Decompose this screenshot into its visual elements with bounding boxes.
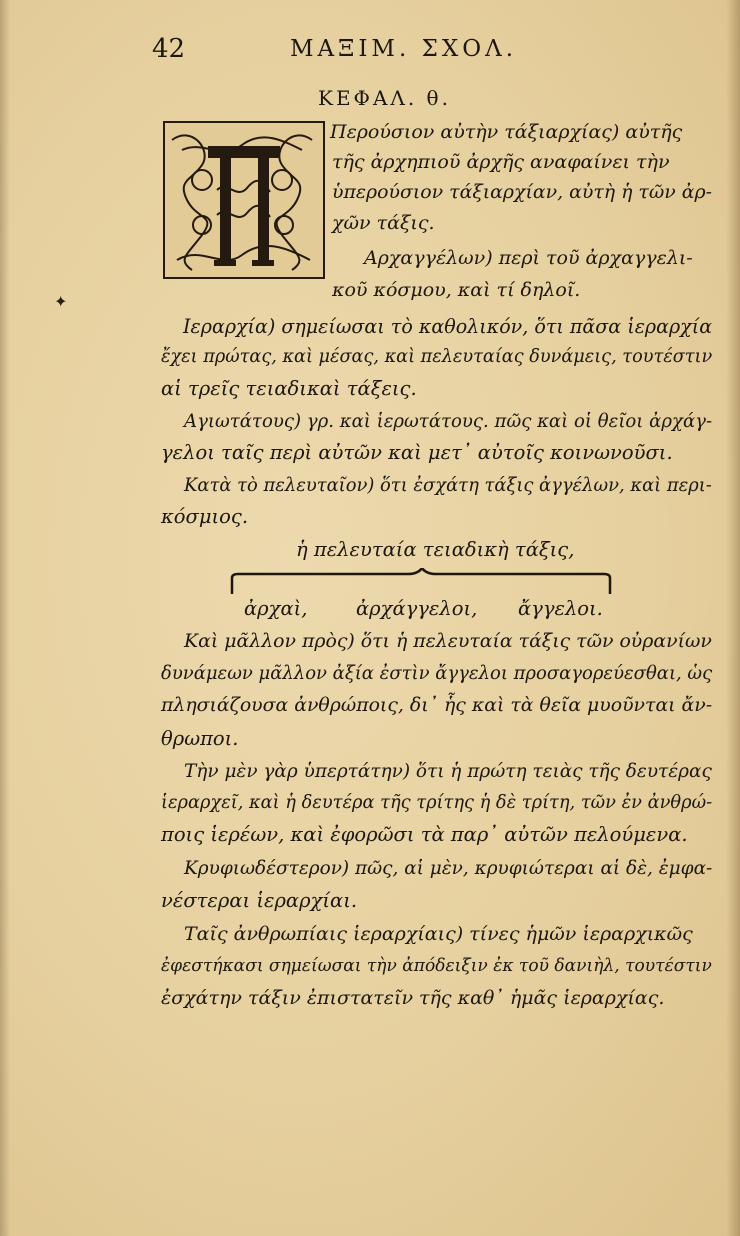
text-line: ἱεραρχεῖ, καὶ ἡ δευτέρα τῆς τρίτης ἡ δὲ τρίτη, τῶν ἐν ἀνθρώ- [161,792,713,813]
decorated-initial-icon [162,120,326,280]
order-second: ἀρχάγγελοι, [356,597,478,620]
text-line: ποις ἱερέων, καὶ ἐφορῶσι τὰ παρ᾽ αὐτῶν πελούμενα. [161,823,688,846]
text-line: θρωποι. [161,727,239,750]
text-line: Περούσιον αὐτὴν τάξιαρχίας) αὐτῆς [330,121,683,143]
text-line: Κατὰ τὸ πελευταῖον) ὅτι ἐσχάτη τάξις ἀγγέλων, καὶ περι- [184,474,712,496]
page-number: 42 [152,34,186,64]
text-line: πλησιάζουσα ἀνθρώποις, δι᾽ ἧς καὶ τὰ θεῖα μυοῦνται ἄν- [161,694,713,716]
text-line: Ιεραρχία) σημείωσαι τὸ καθολικόν, ὅτι πᾶσα ἱεραρχία [183,315,713,338]
ink-speck: ✦ [54,292,68,311]
chapter-heading: ΚΕΦΑΛ. θ. [318,86,451,110]
text-line: κοῦ κόσμου, καὶ τί δηλοῖ. [332,279,581,301]
text-line: Αρχαγγέλων) περὶ τοῦ ἀρχαγγελι- [364,247,693,269]
text-line: ὑπερούσιον τάξιαρχίαν, αὐτὴ ἡ τῶν ἀρ- [332,181,712,203]
text-line: τῆς ἀρχηπιοῦ ἀρχῆς αναφαίνει τὴν [332,151,670,173]
text-line: νέστεραι ἱεραρχίαι. [161,889,358,912]
text-line: ἐφεστήκασι σημείωσαι τὴν ἀπόδειξιν ἐκ τοῦ δανιὴλ, τουτέστιν [161,955,712,976]
text-line: αἱ τρεῖς τειαδικαὶ τάξεις. [161,377,417,400]
text-line: γελοι ταῖς περὶ αὐτῶν καὶ μετ᾽ αὐτοῖς κοινωνοῦσι. [161,441,673,464]
text-line: Αγιωτάτους) γρ. καὶ ἱερωτάτους. πῶς καὶ οἱ θεῖοι ἀρχάγ- [184,410,713,432]
text-line: Τὴν μὲν γὰρ ὑπερτάτην) ὅτι ἡ πρώτη τειὰς τῆς δευτέρας [184,760,712,782]
order-first: ἀρχαὶ, [244,597,308,620]
text-line: ἡ πελευταία τειαδικὴ τάξις, [296,538,575,561]
page-shadow-right [726,0,740,1236]
text-line: Κρυφιωδέστερον) πῶς, αἱ μὲν, κρυφιώτεραι αἱ δὲ, ἐμφα- [184,857,713,879]
text-line: χῶν τάξις. [332,212,435,234]
text-line: Καὶ μᾶλλον πρὸς) ὅτι ἡ πελευταία τάξις τῶν οὐρανίων [184,630,712,652]
text-line: κόσμιος. [161,505,249,528]
page-shadow-left [0,0,10,1236]
text-line: ἔχει πρώτας, καὶ μέσας, καὶ πελευταίας δυνάμεις, τουτέστιν [161,346,713,367]
running-title: ΜΑΞΙΜ. ΣΧΟΛ. [290,36,518,62]
text-line: Ταῖς ἀνθρωπίαις ἱεραρχίαις) τίνες ἡμῶν ἱεραρχικῶς [184,923,693,945]
text-line: ἐσχάτην τάξιν ἐπιστατεῖν τῆς καθ᾽ ἡμᾶς ἱεραρχίας. [161,987,665,1009]
order-third: ἄγγελοι. [518,597,603,620]
text-line: δυνάμεων μᾶλλον ἀξία ἐστὶν ἄγγελοι προσαγορεύεσθαι, ὡς [161,662,713,684]
